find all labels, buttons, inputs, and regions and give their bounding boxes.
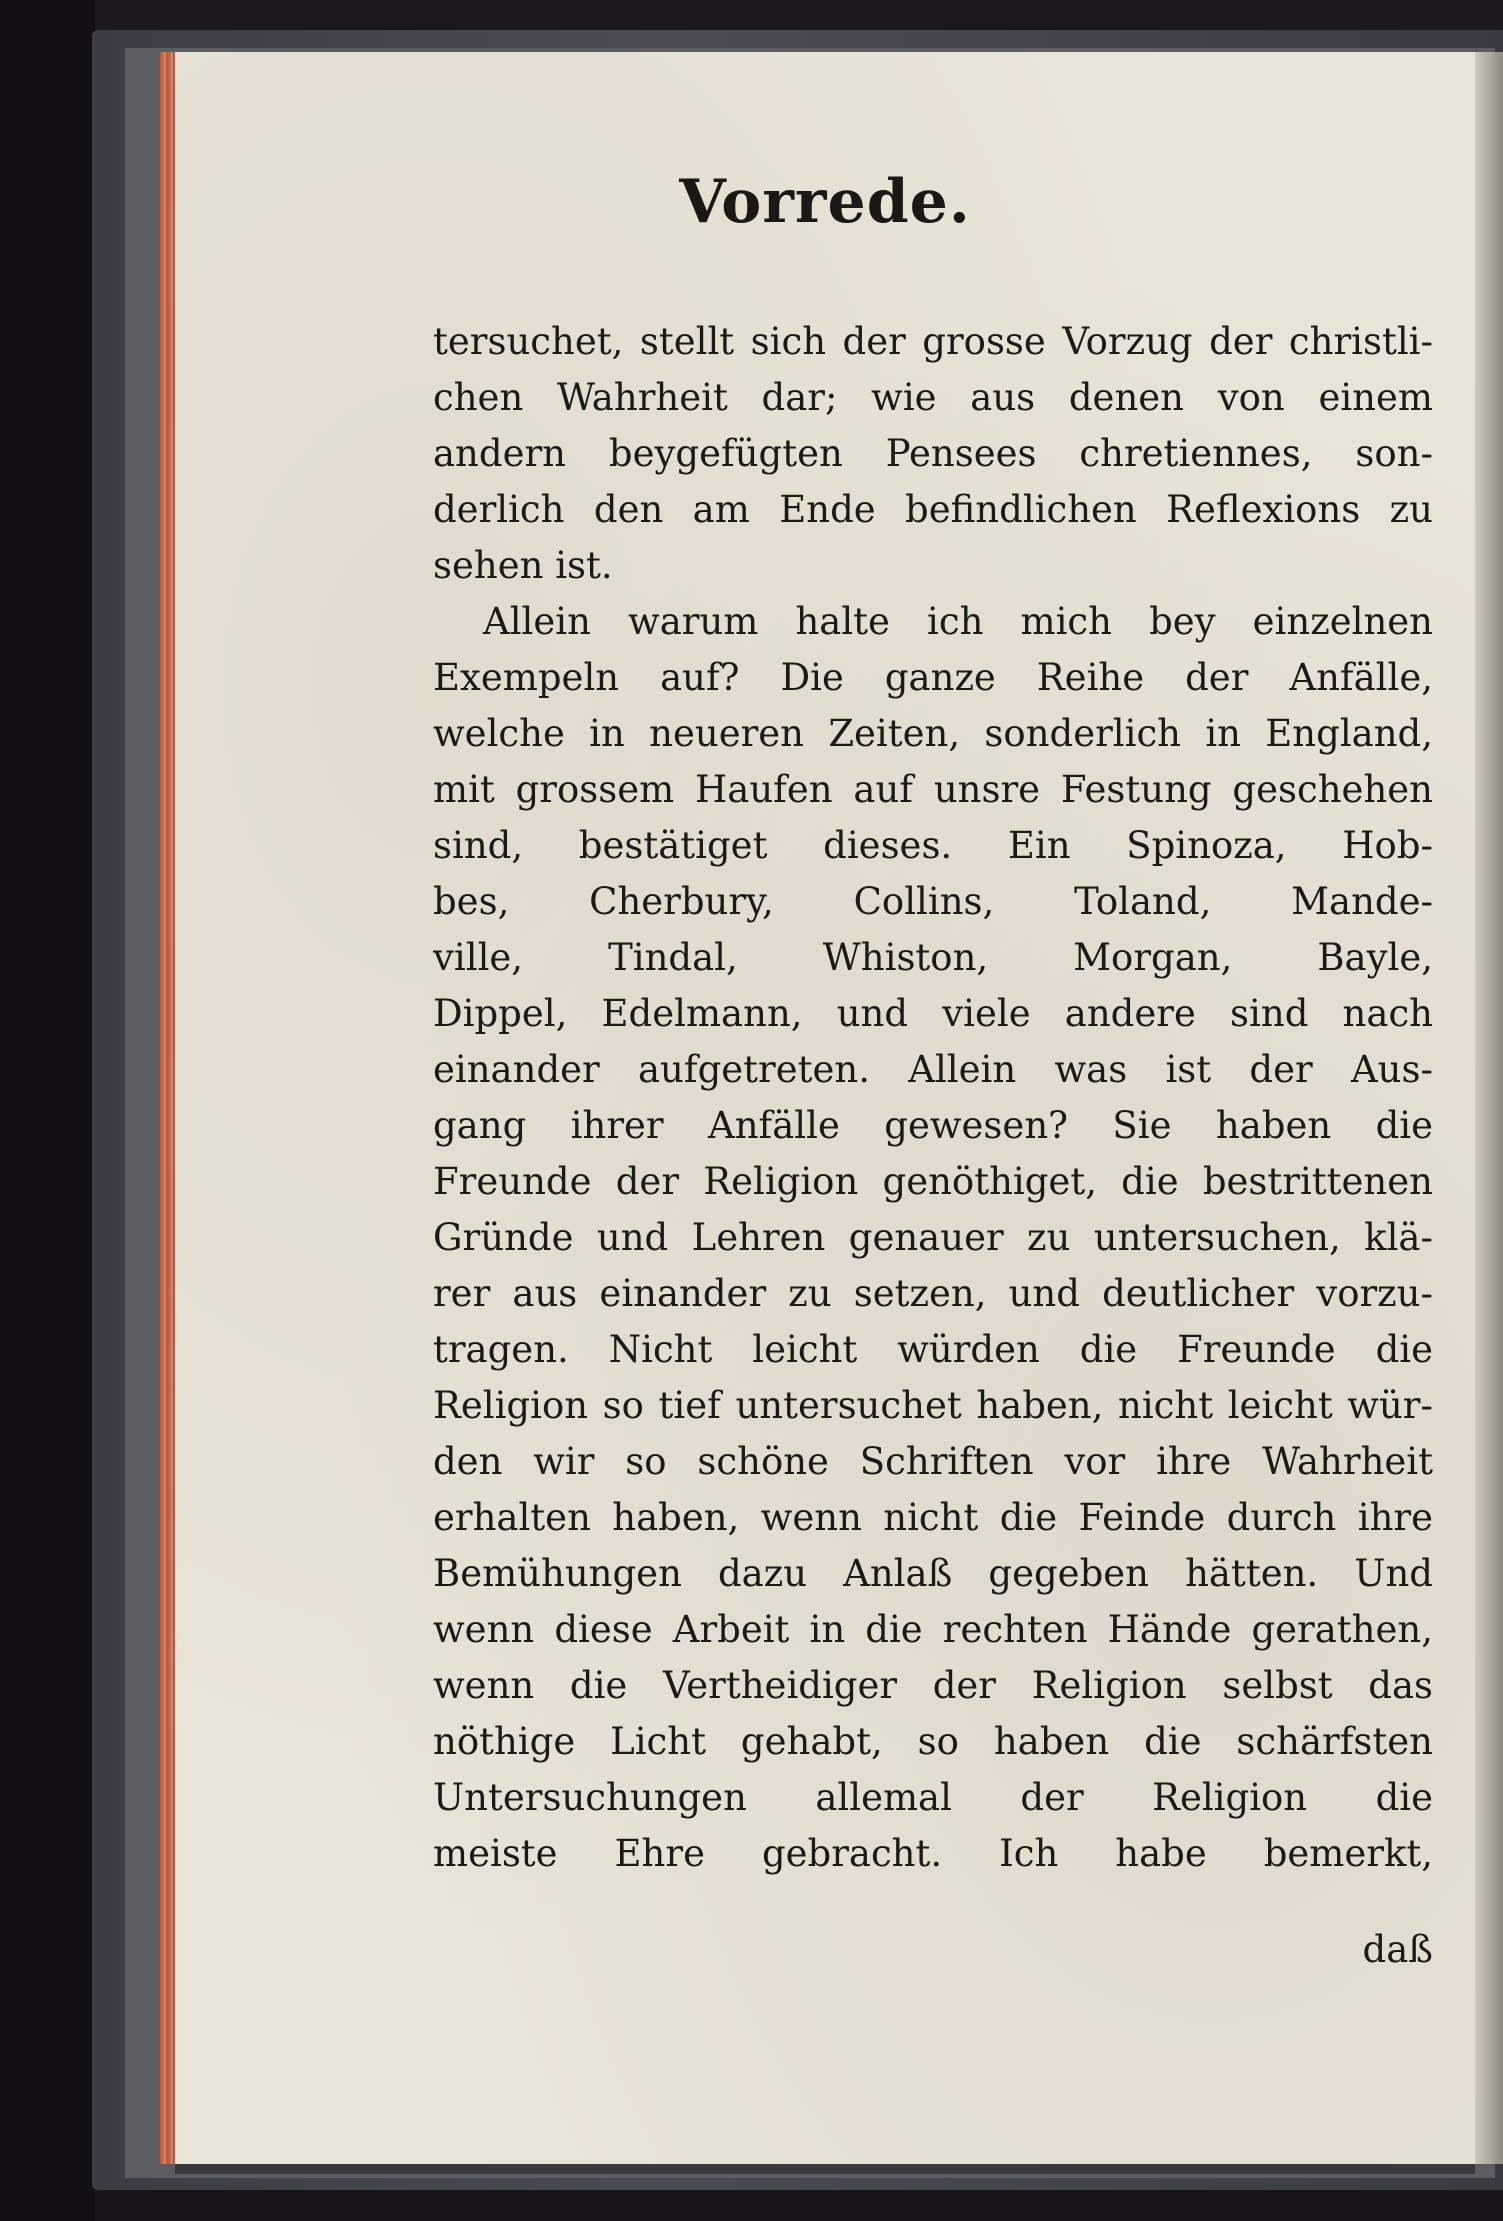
page-edge-bottom [175,2164,1475,2174]
text-line: tragen. Nicht leicht würden die Freunde die [433,1328,1433,1371]
text-line: Untersuchungen allemal der Religion die [433,1776,1433,1819]
text-line: welche in neueren Zeiten, sonderlich in England, [433,712,1433,755]
text-line: meiste Ehre gebracht. Ich habe bemerkt, [433,1832,1433,1875]
text-line: erhalten haben, wenn nicht die Feinde durch ihre [433,1496,1433,1539]
body-text [433,314,1433,1882]
text-line: Freunde der Religion genöthiget, die bestrittenen [433,1160,1433,1203]
text-line: derlich den am Ende befindlichen Reflexions zu [433,488,1433,531]
text-line: mit grossem Haufen auf unsre Festung geschehen [433,768,1433,811]
text-line: ville, Tindal, Whiston, Morgan, Bayle, [433,936,1433,979]
text-line: tersuchet, stellt sich der grosse Vorzug der christli- [433,320,1433,363]
backdrop-left [0,0,95,2221]
book-page [175,52,1475,2164]
text-line: rer aus einander zu setzen, und deutlicher vorzu- [433,1272,1433,1315]
text-line: den wir so schöne Schriften vor ihre Wahrheit [433,1440,1433,1483]
text-line: sind, bestätiget dieses. Ein Spinoza, Hob- [433,824,1433,867]
text-line: nöthige Licht gehabt, so haben die schärfsten [433,1720,1433,1763]
text-line: bes, Cherbury, Collins, Toland, Mande- [433,880,1433,923]
text-line: chen Wahrheit dar; wie aus denen von einem [433,376,1433,419]
text-line: gang ihrer Anfälle gewesen? Sie haben die [433,1104,1433,1147]
text-line: Bemühungen dazu Anlaß gegeben hätten. Und [433,1552,1433,1595]
text-line: einander aufgetreten. Allein was ist der Aus- [433,1048,1433,1091]
text-line: wenn diese Arbeit in die rechten Hände gerathen, [433,1608,1433,1651]
text-line: Exempeln auf? Die ganze Reihe der Anfälle, [433,656,1433,699]
text-line: Allein warum halte ich mich bey einzelnen [483,600,1433,643]
text-line: Dippel, Edelmann, und viele andere sind nach [433,992,1433,1035]
text-line: Gründe und Lehren genauer zu untersuchen, klä- [433,1216,1433,1259]
running-head: Vorrede. [679,167,971,237]
text-line: sehen ist. [433,544,613,587]
text-line: Religion so tief untersuchet haben, nicht leicht wür- [433,1384,1433,1427]
text-line: andern beygefügten Pensees chretiennes, son- [433,432,1433,475]
catchword: daß [1362,1928,1433,1971]
text-line: wenn die Vertheidiger der Religion selbst das [433,1664,1433,1707]
